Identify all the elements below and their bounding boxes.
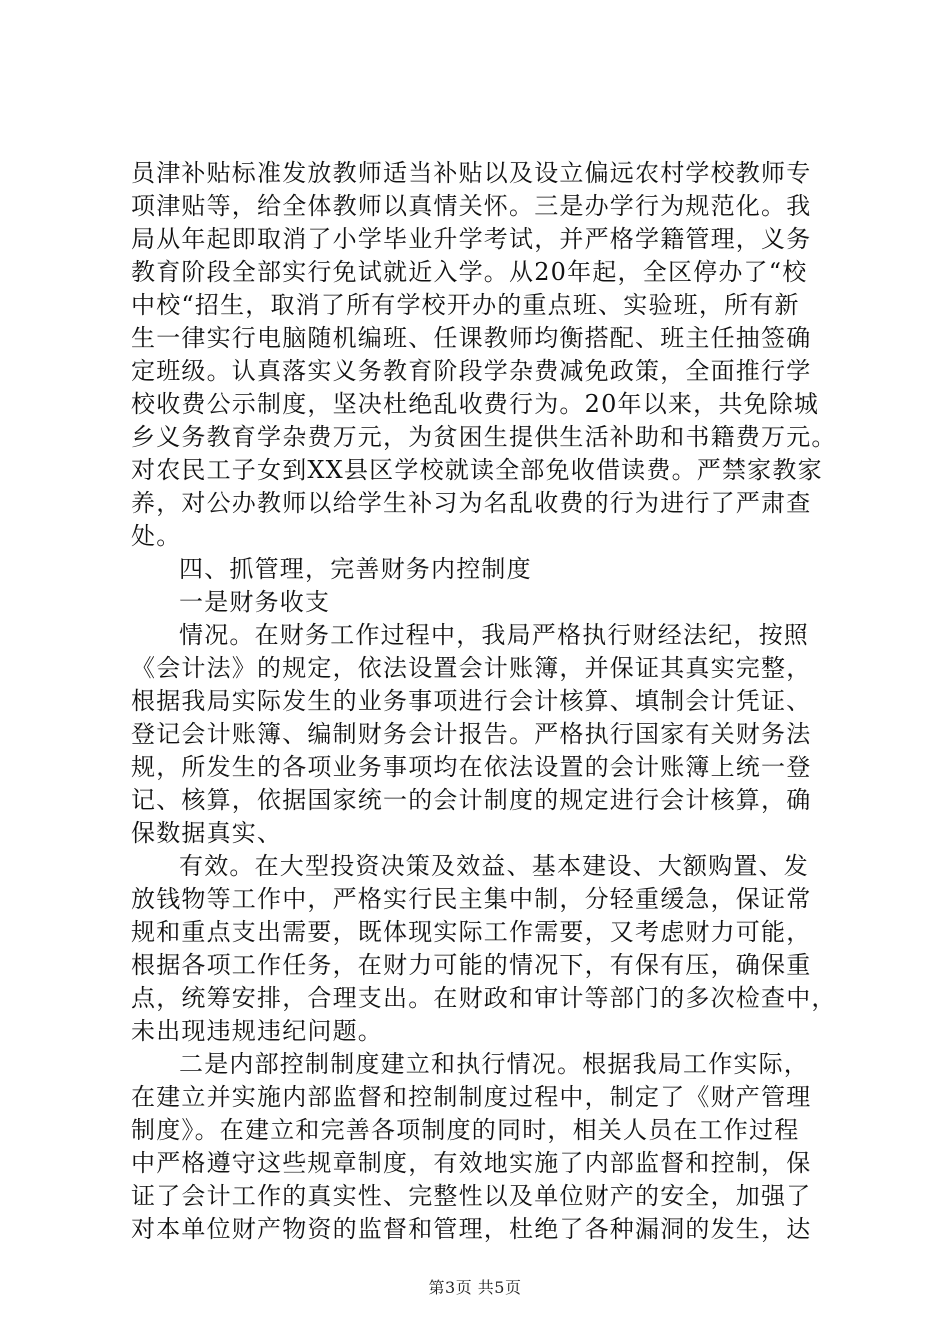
text-line: 养，对公办教师以给学生补习为名乱收费的行为进行了严肃查 [131,489,812,517]
text-line: 校收费公示制度，坚决杜绝乱收费行为。20年以来，共免除城 [131,390,820,418]
text-line: 《会计法》的规定，依法设置会计账簿，并保证其真实完整， [131,654,812,682]
text-line: 有效。在大型投资决策及效益、基本建设、大额购置、发 [179,852,809,880]
text-line: 证了会计工作的真实性、完整性以及单位财产的安全，加强了 [131,1182,812,1210]
text-line: 点，统筹安排，合理支出。在财政和审计等部门的多次检查中， [131,984,837,1012]
text-line: 中校“招生，取消了所有学校开办的重点班、实验班，所有新 [131,291,800,319]
text-line: 乡义务教育学杂费万元，为贫困生提供生活补助和书籍费万元。 [131,423,837,451]
text-line: 对本单位财产物资的监督和管理，杜绝了各种漏洞的发生，达 [131,1215,812,1243]
text-line: 根据各项工作任务，在财力可能的情况下，有保有压，确保重 [131,951,812,979]
text-line: 对农民工子女到XX县区学校就读全部免收借读费。严禁家教家 [131,456,823,484]
text-line: 员津补贴标准发放教师适当补贴以及设立偏远农村学校教师专 [131,159,812,187]
text-line: 根据我局实际发生的业务事项进行会计核算、填制会计凭证、 [131,687,812,715]
text-line: 四、抓管理，完善财务内控制度 [179,555,532,583]
text-line: 保数据真实、 [131,819,283,847]
text-line: 未出现违规违纪问题。 [131,1017,383,1045]
text-line: 项津贴等，给全体教师以真情关怀。三是办学行为规范化。我 [131,192,812,220]
text-line: 在建立并实施内部监督和控制制度过程中，制定了《财产管理 [131,1083,812,1111]
text-line: 一是财务收支 [179,588,331,616]
text-line: 定班级。认真落实义务教育阶段学杂费减免政策，全面推行学 [131,357,812,385]
body-text [131,157,837,1246]
text-line: 二是内部控制制度建立和执行情况。根据我局工作实际， [179,1050,809,1078]
text-line: 记、核算，依据国家统一的会计制度的规定进行会计核算，确 [131,786,812,814]
text-line: 放钱物等工作中，严格实行民主集中制，分轻重缓急，保证常 [131,885,812,913]
text-line: 教育阶段全部实行免试就近入学。从20年起，全区停办了“校 [131,258,808,286]
text-line: 生一律实行电脑随机编班、任课教师均衡搭配、班主任抽签确 [131,324,812,352]
text-line: 制度》。在建立和完善各项制度的同时，相关人员在工作过程 [131,1116,800,1144]
text-line: 处。 [131,522,182,550]
text-line: 规，所发生的各项业务事项均在依法设置的会计账簿上统一登 [131,753,812,781]
text-line: 情况。在财务工作过程中，我局严格执行财经法纪，按照 [179,621,809,649]
page-footer: 第3页 共5页 [428,1278,522,1297]
text-line: 局从年起即取消了小学毕业升学考试，并严格学籍管理，义务 [131,225,812,253]
text-line: 中严格遵守这些规章制度，有效地实施了内部监督和控制，保 [131,1149,812,1177]
text-line: 登记会计账簿、编制财务会计报告。严格执行国家有关财务法 [131,720,812,748]
text-line: 规和重点支出需要，既体现实际工作需要，又考虑财力可能， [131,918,812,946]
